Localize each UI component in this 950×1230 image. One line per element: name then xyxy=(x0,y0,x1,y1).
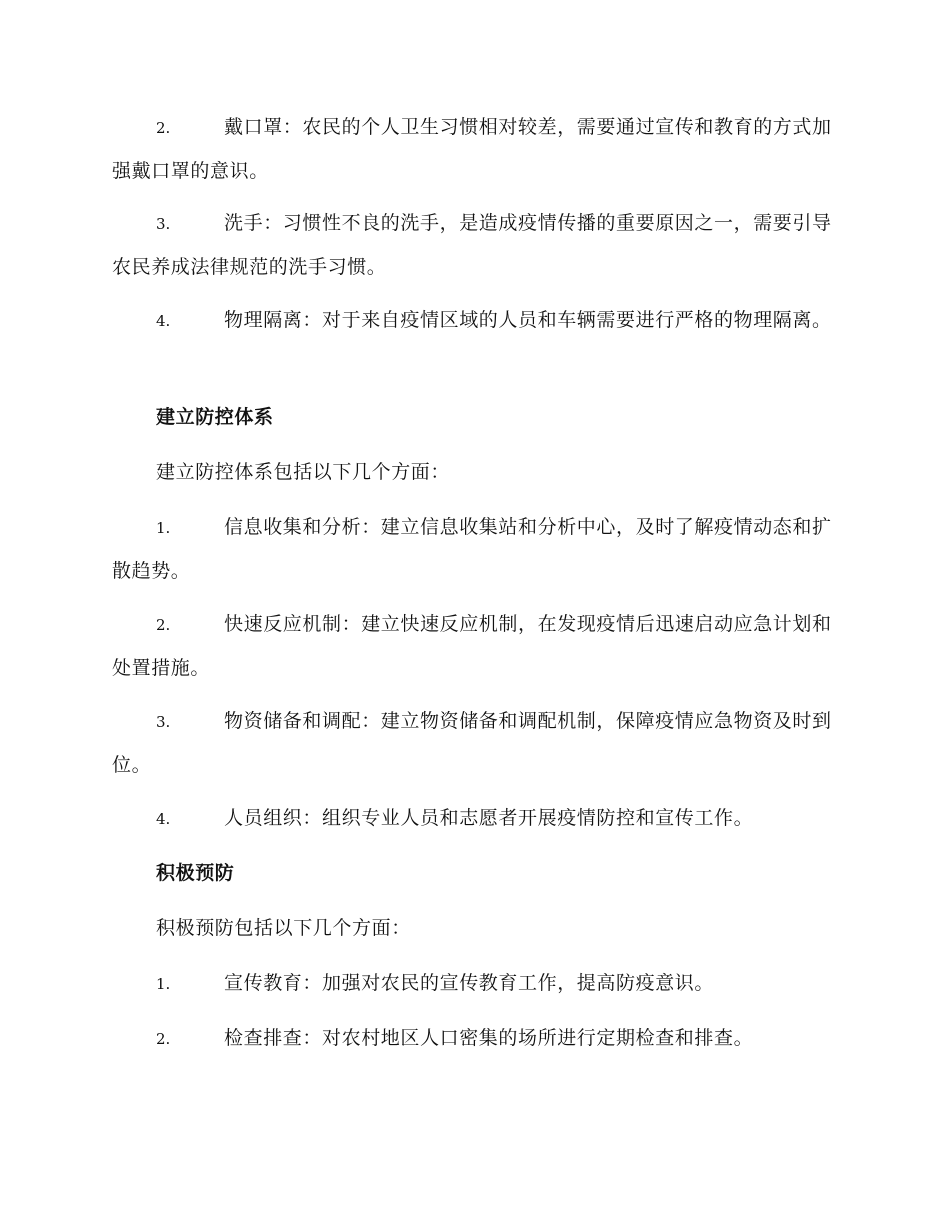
list-text: 物资储备和调配：建立物资储备和调配机制，保障疫情应急物资及时到位。 xyxy=(112,710,832,776)
section-heading: 建立防控体系 xyxy=(156,406,274,428)
list-item xyxy=(112,106,834,193)
list-text: 物理隔离：对于来自疫情区域的人员和车辆需要进行严格的物理隔离。 xyxy=(224,309,832,331)
list-number: 1. xyxy=(156,975,171,993)
list-item xyxy=(112,506,834,593)
list-item xyxy=(112,797,834,841)
list-text: 快速反应机制：建立快速反应机制，在发现疫情后迅速启动应急计划和处置措施。 xyxy=(112,613,832,679)
list-number: 3. xyxy=(156,713,171,731)
list-item xyxy=(112,299,834,343)
list-text: 戴口罩：农民的个人卫生习惯相对较差，需要通过宣传和教育的方式加强戴口罩的意识。 xyxy=(112,116,832,182)
list-number: 4. xyxy=(156,810,171,828)
list-item xyxy=(112,1017,834,1061)
list-number: 3. xyxy=(156,215,171,233)
section-intro: 建立防控体系包括以下几个方面： xyxy=(156,461,451,483)
list-item xyxy=(112,700,834,787)
list-text: 信息收集和分析：建立信息收集站和分析中心，及时了解疫情动态和扩散趋势。 xyxy=(112,516,832,582)
list-number: 2. xyxy=(156,616,171,634)
section-intro: 积极预防包括以下几个方面： xyxy=(156,917,411,939)
list-item xyxy=(112,202,834,289)
list-number: 1. xyxy=(156,519,171,537)
list-number: 2. xyxy=(156,1030,171,1048)
list-item xyxy=(112,603,834,690)
list-text: 宣传教育：加强对农民的宣传教育工作，提高防疫意识。 xyxy=(224,972,715,994)
section-heading: 积极预防 xyxy=(156,862,235,884)
list-number: 4. xyxy=(156,312,171,330)
list-item xyxy=(112,962,834,1006)
list-text: 检查排查：对农村地区人口密集的场所进行定期检查和排查。 xyxy=(224,1027,754,1049)
list-number: 2. xyxy=(156,119,171,137)
list-text: 人员组织：组织专业人员和志愿者开展疫情防控和宣传工作。 xyxy=(224,807,754,829)
list-text: 洗手：习惯性不良的洗手，是造成疫情传播的重要原因之一，需要引导农民养成法律规范的洗手习惯。 xyxy=(112,212,832,278)
